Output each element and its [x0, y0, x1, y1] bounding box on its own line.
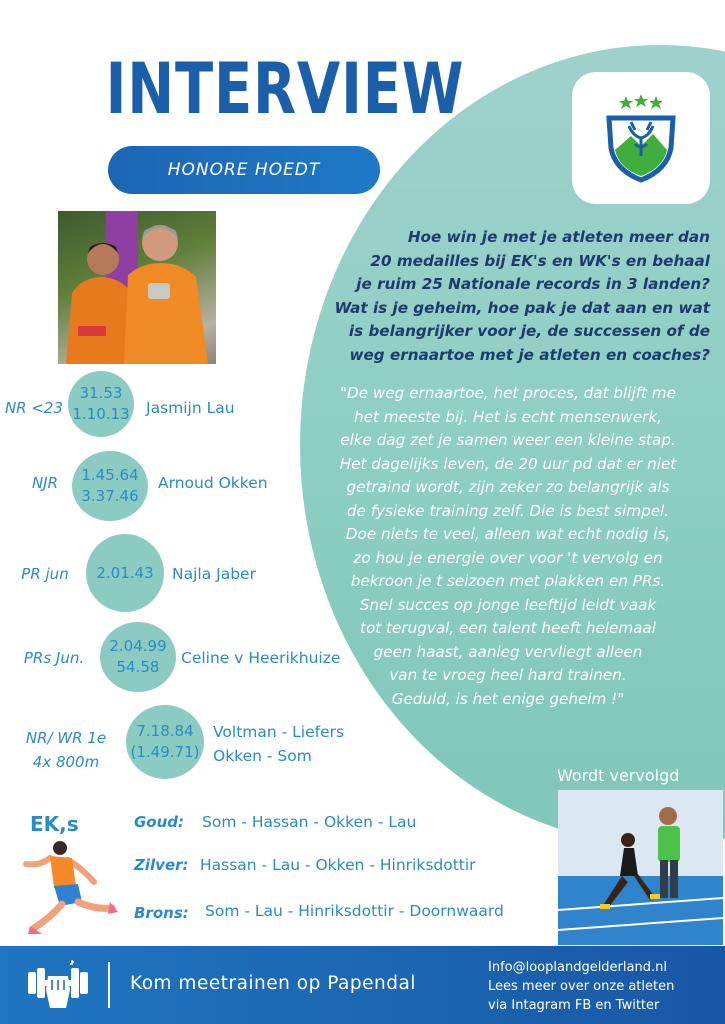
question-line: 20 medailles bij EK's en WK's en behaal	[370, 251, 710, 270]
answer-line: geen haast, aanleg vervliegt alleen	[373, 642, 643, 661]
answer-line: Geduld, is het enige geheim !"	[391, 689, 625, 708]
stat-label: NJR	[31, 474, 59, 492]
footer-contact	[488, 958, 674, 1015]
championships-title: EK,s	[30, 812, 79, 836]
answer-line: Doe niets te veel, alleen wat echt nodig is,	[345, 525, 671, 543]
stat-value: 54.58	[116, 658, 160, 676]
athlete-name: Voltman - Liefers	[213, 723, 345, 741]
athlete-name: Arnoud Okken	[158, 474, 268, 492]
fist-dumbbell-graphic	[26, 960, 90, 1010]
stat-athlete	[146, 396, 235, 420]
athlete-name: Najla Jaber	[172, 565, 256, 583]
athlete-name: Okken - Som	[213, 747, 312, 765]
fist-dumbbell-icon	[26, 960, 90, 1010]
interview-photo	[58, 211, 216, 364]
runner-icon	[20, 840, 120, 936]
stat-label	[20, 726, 112, 774]
medal-label-gold: Goud:	[134, 813, 185, 831]
answer-line: Het dagelijks leven, de 20 uur pd dat er niet	[339, 454, 677, 473]
question-line: is belangrijker voor je, de successen of de	[348, 322, 710, 340]
training-photo-illustration	[558, 790, 723, 945]
answer-line: de fysieke training zelf. Die is best simpel.	[346, 501, 670, 520]
stat-circle	[86, 534, 164, 612]
stat-value: 7.18.84	[136, 722, 194, 740]
medal-names-gold: Som - Hassan - Okken - Lau	[202, 813, 417, 831]
contact-line: Lees meer over onze atleten	[488, 979, 675, 994]
continued-label: Wordt vervolgd	[557, 766, 680, 785]
stat-value: 2.04.99	[109, 637, 167, 655]
page-title: INTERVIEW	[105, 48, 465, 130]
stat-value: 3.37.46	[81, 487, 139, 505]
runner-illustration	[20, 840, 120, 936]
contact-email[interactable]: Info@looplandgelderland.nl	[488, 960, 667, 975]
answer-line: het meeste bij. Het is echt mensenwerk,	[354, 407, 662, 426]
medal-names-silver: Hassan - Lau - Okken - Hinriksdottir	[200, 856, 476, 874]
stat-circle	[126, 705, 204, 779]
stat-label: NR <23	[4, 399, 64, 417]
answer-line: Snel succes op jonge leeftijd leidt vaak	[359, 595, 657, 614]
answer-line: elke dag zet je samen weer een kleine stap.	[340, 431, 676, 449]
club-logo	[572, 72, 710, 204]
stat-athlete	[181, 646, 340, 670]
stat-circle	[100, 622, 176, 692]
stat-value: 1.45.64	[81, 466, 139, 484]
stat-athlete	[172, 562, 256, 586]
stat-athlete	[158, 471, 268, 495]
medal-names-bronze: Som - Lau - Hinriksdottir - Doornwaard	[205, 902, 504, 920]
stat-label: PR jun	[21, 565, 69, 583]
medal-label-silver: Zilver:	[134, 856, 189, 874]
interview-answer	[300, 382, 716, 711]
stat-label-line: 4x 800m	[32, 753, 100, 771]
stat-label: PRs Jun.	[23, 649, 85, 667]
stat-circle	[68, 371, 134, 437]
answer-line: "De weg ernaartoe, het proces, dat blijft me	[340, 384, 676, 402]
contact-line: via Intagram FB en Twitter	[488, 998, 660, 1013]
stat-value: (1.49.71)	[130, 743, 200, 761]
stat-value: 2.01.43	[96, 563, 154, 582]
footer-call-to-action: Kom meetrainen op Papendal	[130, 973, 416, 994]
stat-circle	[72, 451, 148, 521]
interview-question	[318, 226, 710, 367]
training-photo	[558, 790, 723, 945]
answer-line: bekroon je t seizoen met plakken en PRs.	[350, 572, 666, 590]
stat-label-line: NR/ WR 1e	[25, 729, 107, 747]
answer-line: van te vroeg heel hard trainen.	[389, 666, 627, 684]
footer-divider	[108, 962, 110, 1008]
medal-label-bronze: Brons:	[134, 904, 189, 922]
question-line: je ruim 25 Nationale records in 3 landen?	[356, 275, 710, 293]
stat-athlete	[213, 720, 344, 768]
athlete-name: Celine v Heerikhuize	[181, 649, 341, 667]
question-line: Hoe win je met je atleten meer dan	[407, 228, 710, 246]
stat-value: 31.53	[79, 384, 123, 402]
deer-shield-logo-icon	[601, 90, 681, 186]
question-line: Wat is je geheim, hoe pak je dat aan en wat	[334, 298, 710, 317]
answer-line: zo hou je energie over voor 't vervolg en	[353, 548, 663, 567]
footer-banner	[0, 946, 725, 1024]
answer-line: tot terugval, een talent heeft helemaal	[360, 619, 656, 637]
stat-value: 1.10.13	[72, 405, 130, 423]
question-line: weg ernaartoe met je atleten en coaches?	[349, 345, 710, 364]
interviewee-name-pill: HONORE HOEDT	[108, 146, 380, 194]
coach-athlete-photo	[58, 211, 216, 364]
athlete-name: Jasmijn Lau	[146, 399, 235, 417]
answer-line: getraind wordt, zijn zeker zo belangrijk als	[346, 478, 670, 496]
